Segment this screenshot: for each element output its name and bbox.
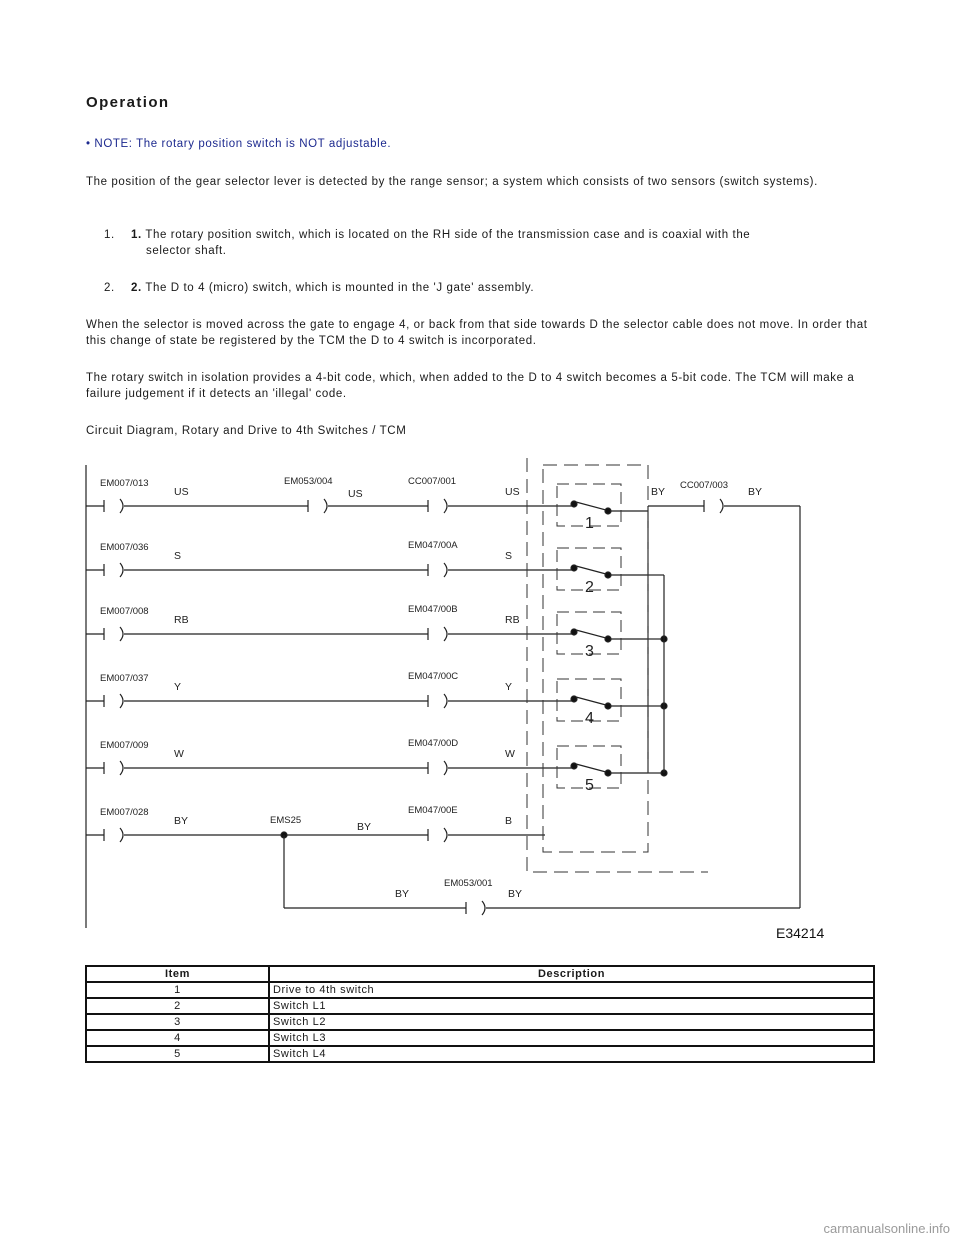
connector-socket [120, 828, 123, 842]
connector-label: CC007/001 [408, 476, 457, 487]
table-header-row [86, 966, 874, 982]
table-row [86, 982, 874, 998]
description-cell: Switch L3 [269, 1030, 874, 1046]
wire-color-label: US [174, 486, 189, 498]
table-row [86, 1014, 874, 1030]
connector-socket [444, 761, 447, 775]
connector-label: EM007/009 [100, 740, 149, 751]
connector-socket [444, 499, 447, 513]
connector-socket [444, 828, 447, 842]
selector-paragraph: When the selector is moved across the gate to engage 4, or back from that side towards D the selector cable does not move. In order that this change of state be registered by the TCM the D to 4 switch is incorporated. [86, 319, 868, 347]
list-item-bold-number: 1. [131, 229, 142, 241]
item-cell: 5 [86, 1046, 269, 1062]
table-row [86, 1046, 874, 1062]
code-paragraph: The rotary switch in isolation provides a 4-bit code, which, when added to the D to 4 switch becomes a 5-bit code. The TCM will make a failure judgement if it detects an 'illegal' code. [86, 372, 855, 400]
connector-socket [120, 627, 123, 641]
connector-label: EM007/008 [100, 606, 149, 617]
connector-socket [482, 901, 485, 915]
wire-color-label: BY [508, 888, 523, 900]
connector-socket [324, 499, 327, 513]
wire-color-label: BY [174, 815, 189, 827]
connector-socket [120, 499, 123, 513]
list-item-number: 2. [104, 282, 115, 294]
description-cell: Drive to 4th switch [269, 982, 874, 998]
switch-blade [576, 630, 606, 638]
connector-label: EM047/00D [408, 738, 459, 749]
wire-color-label: BY [651, 486, 666, 498]
wire-color-label: US [505, 486, 520, 498]
wire-color-label: S [505, 550, 513, 562]
enclosure-dashed-line [527, 458, 708, 872]
connector-label: EM053/001 [444, 878, 493, 889]
diagram-labels [100, 476, 762, 900]
connector-socket [444, 627, 447, 641]
list-item-bold-number: 2. [131, 282, 142, 294]
column-header-description: Description [269, 966, 874, 982]
diagram-caption: Circuit Diagram, Rotary and Drive to 4th Switches / TCM [86, 425, 407, 437]
switch-number: 1 [585, 515, 594, 532]
item-cell: 2 [86, 998, 269, 1014]
connector-socket [120, 694, 123, 708]
section-heading: Operation [86, 94, 170, 111]
connector-label: EM047/00A [408, 540, 458, 551]
note-text: • NOTE: The rotary position switch is NOT adjustable. [86, 138, 392, 150]
diagram-wires [86, 465, 800, 928]
list-item-text [131, 227, 851, 259]
outer-dashed-box [543, 465, 648, 852]
switch-blade [576, 697, 606, 705]
wire-color-label: RB [505, 614, 520, 626]
watermark: carmanualsonline.info [823, 1221, 950, 1236]
intro-paragraph: The position of the gear selector lever is detected by the range sensor; a system which consists of two sensors (switch systems). [86, 176, 818, 188]
switch-number: 4 [585, 710, 594, 727]
table-row [86, 1030, 874, 1046]
connector-label: EM047/00C [408, 671, 459, 682]
connector-label: EM007/028 [100, 807, 149, 818]
description-cell: Switch L2 [269, 1014, 874, 1030]
connector-label: CC007/003 [680, 480, 729, 491]
wire-color-label: BY [748, 486, 763, 498]
connector-label: EM007/036 [100, 542, 149, 553]
wire-color-label: S [174, 550, 182, 562]
switch-box [527, 458, 708, 872]
connector-label: EM047/00B [408, 604, 458, 615]
figure-id: E34214 [776, 925, 825, 941]
wire-color-label: B [505, 815, 513, 827]
wire-color-label: W [505, 748, 515, 760]
item-cell: 4 [86, 1030, 269, 1046]
connector-label: EM053/004 [284, 476, 333, 487]
switch-number: 5 [585, 777, 594, 794]
reference-table [85, 965, 875, 1063]
connector-socket [120, 563, 123, 577]
list-item-number: 1. [104, 229, 115, 241]
item-cell: 3 [86, 1014, 269, 1030]
splice-label: EMS25 [270, 815, 302, 826]
column-header-item: Item [86, 966, 269, 982]
wire-color-label: US [348, 488, 363, 500]
connector-label: EM007/013 [100, 478, 149, 489]
wire-color-label: Y [174, 681, 182, 693]
list-item-continuation: selector shaft. [146, 245, 227, 257]
wire-color-label: Y [505, 681, 513, 693]
list-item-line: The rotary position switch, which is located on the RH side of the transmission case and is coaxial with the [145, 229, 751, 241]
switch-number: 2 [585, 579, 594, 596]
list-item-line: The D to 4 (micro) switch, which is mounted in the 'J gate' assembly. [145, 282, 535, 294]
switch-blade [576, 566, 606, 574]
connector-socket [720, 499, 723, 513]
table-row [86, 998, 874, 1014]
switch-blade [576, 764, 606, 772]
wire-color-label: BY [395, 888, 410, 900]
wire-color-label: RB [174, 614, 189, 626]
description-cell: Switch L4 [269, 1046, 874, 1062]
switch-number: 3 [585, 643, 594, 660]
wire-color-label: BY [357, 821, 372, 833]
switch-blade [576, 502, 606, 510]
connector-socket [444, 563, 447, 577]
circuit-diagram [84, 455, 844, 950]
wire-color-label: W [174, 748, 184, 760]
connector-socket [120, 761, 123, 775]
item-cell: 1 [86, 982, 269, 998]
description-cell: Switch L1 [269, 998, 874, 1014]
connector-label: EM007/037 [100, 673, 149, 684]
connector-socket [444, 694, 447, 708]
connector-label: EM047/00E [408, 805, 458, 816]
list-item-text [131, 280, 851, 296]
